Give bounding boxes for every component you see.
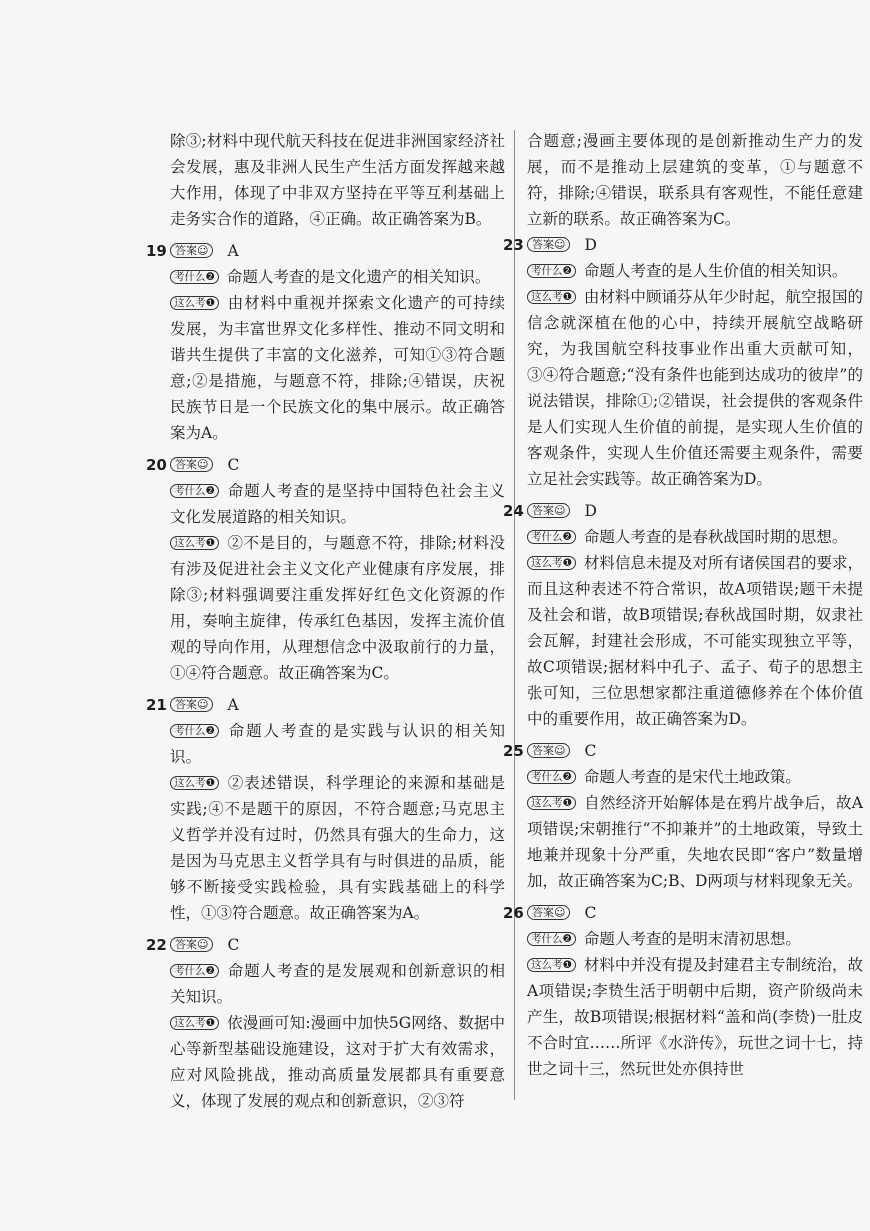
kao-paragraph [527,258,863,284]
kao-text: 命题人考查的是人生价值的相关知识。 [583,262,848,280]
continued-paragraph: 除③;材料中现代航天科技在促进非洲国家经济社会发展，惠及非洲人民生产生活方面发挥越来越大作用，体现了中非双方坚持在平等互利基础上走务实合作的道路，④正确。故正确答案为B。 [170,132,505,228]
question-number: 23 [503,236,524,254]
question-22-header [146,932,505,958]
zen-paragraph [527,790,863,894]
answer-value: C [227,456,240,474]
kao-paragraph [527,764,863,790]
answer-tag: 答案☺ [170,697,213,712]
kao-paragraph [170,478,505,530]
zen-text: ②表述错误，科学理论的来源和基础是实践;④不是题干的原因，不符合题意;马克思主义哲学并没有过时，仍然具有强大的生命力，这是因为马克思主义哲学具有与时俱进的品质，能够不断接受实践检验，具有实践基础上的科学性，①③符合题意。故正确答案为A。 [170,774,505,922]
question-23-header [503,232,863,258]
question-26-header [503,900,863,926]
zen-paragraph [527,550,863,732]
kao-paragraph [170,718,505,770]
answer-value: A [227,242,239,260]
zen-text: ②不是目的，与题意不符，排除;材料没有涉及促进社会主义文化产业健康有序发展，排除③;材料强调要注重发挥好红色文化资源的作用，奏响主旋律，传承红色基因，发挥主流价值观的导向作用，从理想信念中汲取前行的力量，①④符合题意。故正确答案为C。 [170,534,505,682]
question-24-header [503,498,863,524]
answer-value: D [584,236,597,254]
zen-text: 依漫画可知:漫画中加快5G网络、数据中心等新型基础设施建设，这对于扩大有效需求，应对风险挑战，推动高质量发展都具有重要意义，体现了发展的观点和创新意识，②③符 [170,1014,505,1110]
answer-value: A [227,696,239,714]
zen-tag: 这么考❶ [170,1016,219,1030]
zen-paragraph [170,770,505,926]
kao-tag: 考什么❷ [170,484,219,498]
answer-tag: 答案☺ [527,743,570,758]
kao-tag: 考什么❷ [527,264,576,278]
kao-tag: 考什么❷ [527,770,576,784]
zen-paragraph [527,952,863,1082]
zen-text: 自然经济开始解体是在鸦片战争后，故A项错误;宋朝推行“不抑兼并”的土地政策，导致土地兼并现象十分严重，失地农民即“客户”数量增加，故正确答案为C;B、D两项与材料现象无关。 [527,794,863,890]
left-column [146,128,505,1114]
zen-text: 材料信息未提及对所有诸侯国君的要求，而且这种表述不符合常识，故A项错误;题干未提及社会和谐，故B项错误;春秋战国时期，奴隶社会瓦解，封建社会形成，不可能实现独立平等，故C项错误;据材料中孔子、孟子、荀子的思想主张可知，三位思想家都注重道德修养在个体价值中的重要作用，故正确答案为D。 [527,554,863,728]
continued-paragraph: 合题意;漫画主要体现的是创新推动生产力的发展，而不是推动上层建筑的变革，①与题意不符，排除;④错误，联系具有客观性，不能任意建立新的联系。故正确答案为C。 [527,132,863,228]
answer-value: C [584,742,597,760]
question-20-header [146,452,505,478]
kao-paragraph [527,926,863,952]
kao-text: 命题人考查的是宋代土地政策。 [583,768,801,786]
kao-text: 命题人考查的是明末清初思想。 [583,930,801,948]
column-divider [514,130,515,1100]
kao-paragraph [170,958,505,1010]
answer-tag: 答案☺ [170,457,213,472]
question-number: 19 [146,242,167,260]
zen-paragraph [170,1010,505,1114]
question-19-header [146,238,505,264]
question-21-header [146,692,505,718]
answer-tag: 答案☺ [527,503,570,518]
kao-tag: 考什么❷ [170,724,219,738]
kao-tag: 考什么❷ [527,530,576,544]
question-number: 22 [146,936,167,954]
zen-tag: 这么考❶ [170,296,219,310]
kao-paragraph [170,264,505,290]
question-number: 21 [146,696,167,714]
right-column [503,128,863,1082]
kao-paragraph [527,524,863,550]
kao-tag: 考什么❷ [527,932,576,946]
kao-text: 命题人考查的是春秋战国时期的思想。 [583,528,848,546]
kao-text: 命题人考查的是发展观和创新意识的相关知识。 [170,962,505,1006]
answer-tag: 答案☺ [527,905,570,920]
zen-tag: 这么考❶ [170,776,219,790]
question-number: 20 [146,456,167,474]
zen-text: 由材料中重视并探索文化遗产的可持续发展，为丰富世界文化多样性、推动不同文明和谐共生提供了丰富的文化滋养，可知①③符合题意;②是措施，与题意不符，排除;④错误，庆祝民族节日是一个民族文化的集中展示。故正确答案为A。 [170,294,505,442]
zen-tag: 这么考❶ [527,290,576,304]
zen-tag: 这么考❶ [527,958,576,972]
kao-tag: 考什么❷ [170,964,219,978]
zen-paragraph [170,530,505,686]
question-25-header [503,738,863,764]
answer-value: C [227,936,240,954]
zen-paragraph [170,290,505,446]
kao-text: 命题人考查的是文化遗产的相关知识。 [226,268,491,286]
answer-value: C [584,904,597,922]
kao-text: 命题人考查的是坚持中国特色社会主义文化发展道路的相关知识。 [170,482,505,526]
zen-tag: 这么考❶ [527,556,576,570]
zen-paragraph [527,284,863,492]
answer-tag: 答案☺ [170,243,213,258]
zen-text: 材料中并没有提及封建君主专制统治，故A项错误;李贽生活于明朝中后期，资产阶级尚未产生，故B项错误;根据材料“盖和尚(李贽)一肚皮不合时宜……所评《水浒传》，玩世之词十七，持世之词十三，然玩世处亦俱持世 [527,956,863,1078]
question-number: 26 [503,904,524,922]
zen-tag: 这么考❶ [527,796,576,810]
answer-tag: 答案☺ [527,237,570,252]
kao-text: 命题人考查的是实践与认识的相关知识。 [170,722,505,766]
kao-tag: 考什么❷ [170,270,219,284]
zen-text: 由材料中顾诵芬从年少时起，航空报国的信念就深植在他的心中，持续开展航空战略研究，为我国航空科技事业作出重大贡献可知，③④符合题意;“没有条件也能到达成功的彼岸”的说法错误，排除①;②错误，社会提供的客观条件是人们实现人生价值的前提，是实现人生价值的客观条件，实现人生价值还需要主观条件，需要立足社会实践等。故正确答案为D。 [527,288,863,488]
answer-value: D [584,502,597,520]
question-number: 25 [503,742,524,760]
zen-tag: 这么考❶ [170,536,219,550]
answer-tag: 答案☺ [170,937,213,952]
question-number: 24 [503,502,524,520]
